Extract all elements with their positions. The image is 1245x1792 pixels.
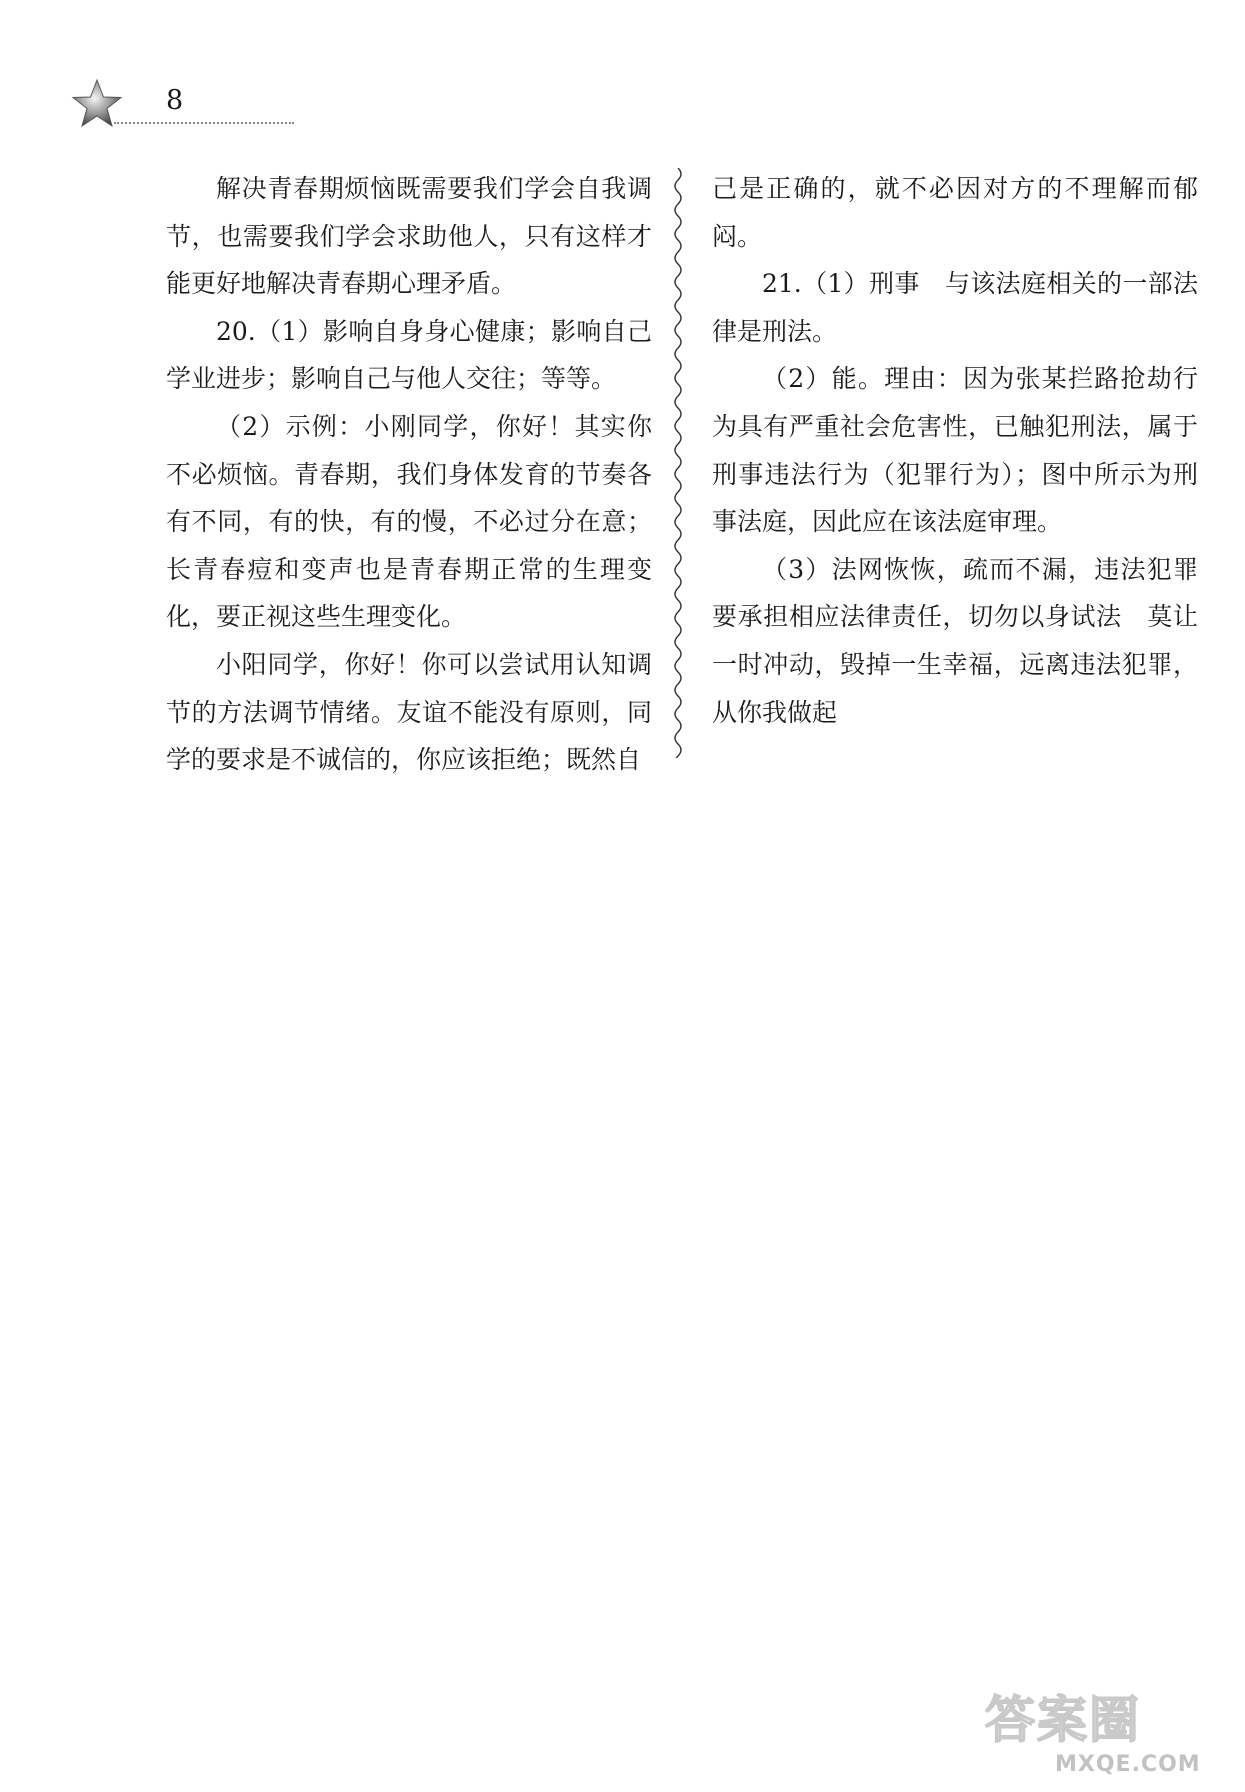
paragraph: 小阳同学，你好！你可以尝试用认知调节的方法调节情绪。友谊不能没有原则，同学的要求是不诚信的，你应该拒绝；既然自 — [166, 649, 652, 775]
header-rule — [114, 122, 294, 124]
right-column — [712, 165, 1198, 736]
paragraph: 己是正确的，就不必因对方的不理解而郁闷。 — [712, 174, 1198, 251]
paragraph: 20.（1）影响自身身心健康；影响自己学业进步；影响自己与他人交往；等等。 — [166, 316, 652, 394]
paragraph: （2）示例：小刚同学，你好！其实你不必烦恼。青春期，我们身体发育的节奏各有不同，有的快，有的慢，不必过分在意；长青春痘和变声也是青春期正常的生理变化，要正视这些生理变化。 — [166, 411, 652, 632]
watermark-logo: 答案圈 — [985, 1691, 1141, 1749]
page-number: 8 — [166, 85, 184, 116]
watermark — [985, 1690, 1240, 1782]
paragraph: （3）法网恢恢，疏而不漏，违法犯罪要承担相应法律责任，切勿以身试法 莫让一时冲动，毁掉一生幸福，远离违法犯罪，从你我做起 — [712, 554, 1198, 727]
column-divider — [671, 168, 685, 758]
left-column — [166, 165, 652, 784]
paragraph: （2）能。理由：因为张某拦路抢劫行为具有严重社会危害性，已触犯刑法，属于刑事违法行为（犯罪行为）；图中所示为刑事法庭，因此应在该法庭审理。 — [712, 364, 1198, 537]
watermark-domain: MXQE.COM — [1055, 1752, 1201, 1777]
paragraph: 解决青春期烦恼既需要我们学会自我调节，也需要我们学会求助他人，只有这样才能更好地解决青春期心理矛盾。 — [166, 174, 652, 299]
page-header — [70, 78, 230, 128]
paragraph: 21.（1）刑事 与该法庭相关的一部法律是刑法。 — [712, 269, 1198, 346]
